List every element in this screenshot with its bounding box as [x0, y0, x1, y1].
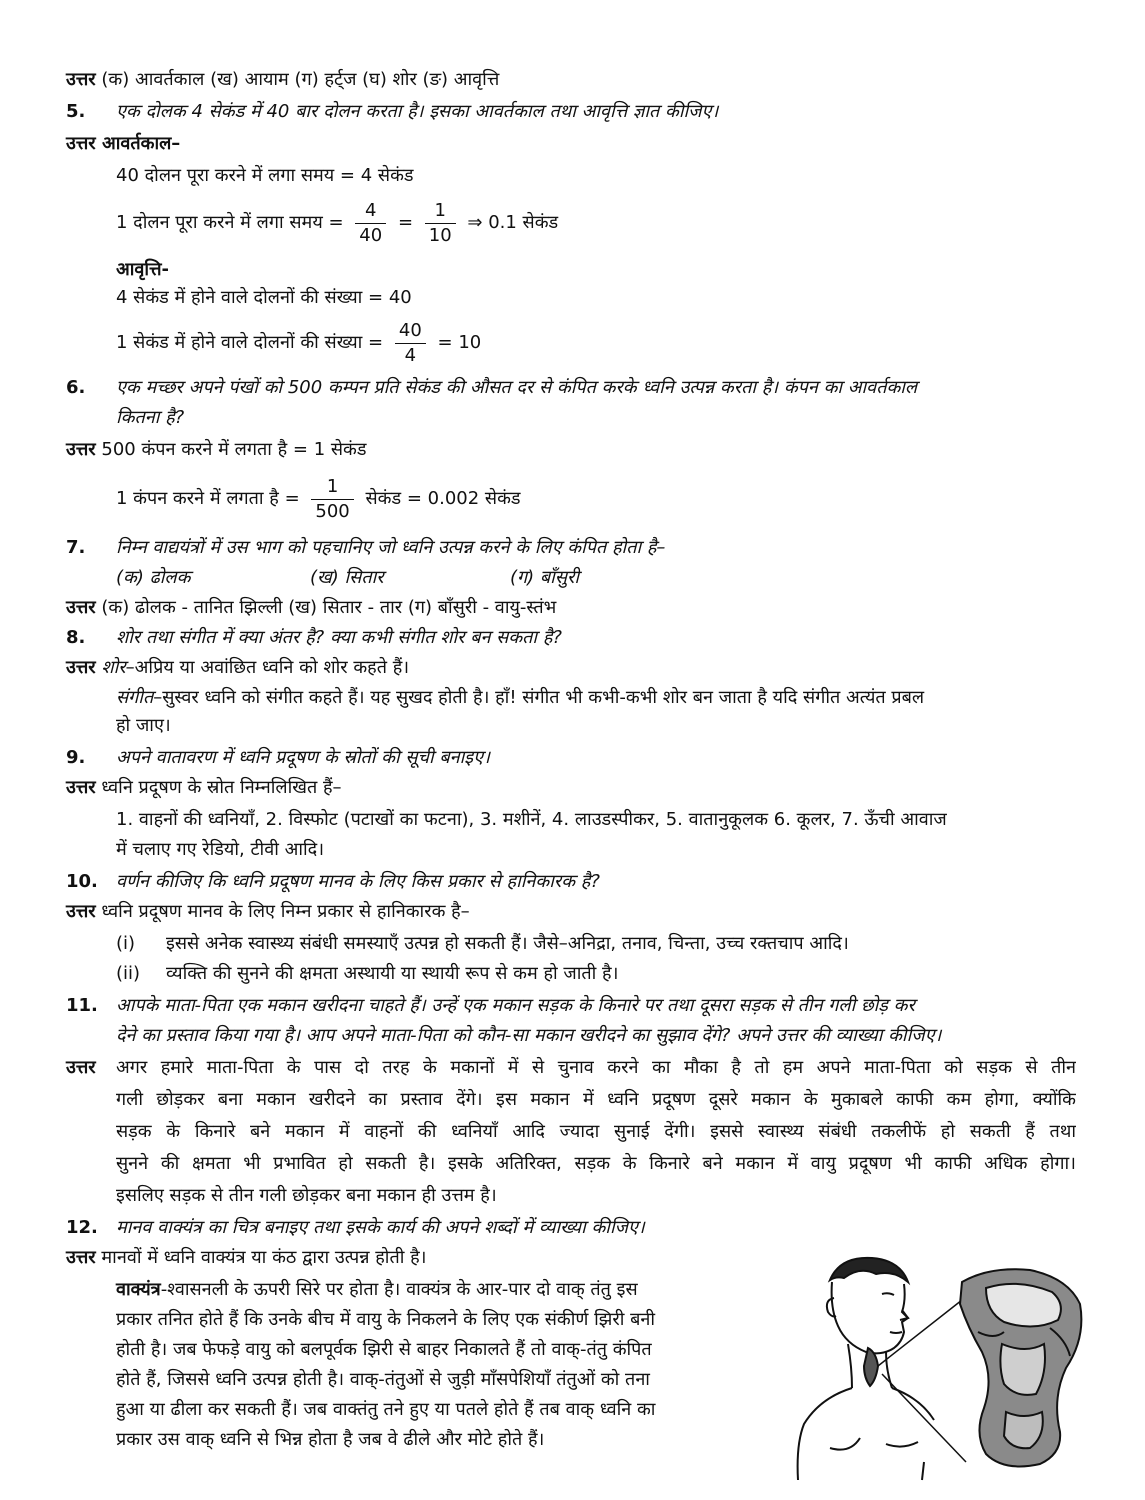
larynx-illustration: [790, 1248, 1090, 1484]
q5-frequency-heading: आवृत्ति-: [116, 259, 169, 280]
answer-label: उत्तर: [66, 1247, 96, 1268]
q5-fraction-1: [355, 199, 386, 248]
q12-a1: मानवों में ध्वनि वाक्यंत्र या कंठ द्वारा उत्पन्न होती है।: [101, 1247, 427, 1268]
pointer-line: [882, 1374, 966, 1462]
numerator: 40: [395, 319, 426, 344]
q9-answer-line1: [66, 774, 342, 802]
answer-label: उत्तर: [66, 901, 96, 922]
q8-music-def: –सुस्वर ध्वनि को संगीत कहते हैं। यह सुखद होती है। हाँ! संगीत भी कभी-कभी शोर बन जाता है यदि संगीत अत्यंत प्रबल: [153, 687, 925, 708]
q6-a2-pre: 1 कंपन करने में लगता है =: [116, 488, 300, 509]
intro-answer-text: (क) आवर्तकाल (ख) आयाम (ग) हर्ट्ज (घ) शोर (ङ) आवृत्ति: [101, 69, 500, 90]
q6-fraction: [311, 475, 353, 524]
q11-answer-line4: सुनने की क्षमता भी प्रभावित हो सकती है। इसके अतिरिक्त, सड़क के किनारे बने मकान में वायु प्रदूषण भी काफी अधिक होगा।: [116, 1153, 1076, 1174]
q12-b1: -श्वासनली के ऊपरी सिरे पर होता है। वाक्यंत्र के आर-पार दो वाक् तंतु इस: [160, 1279, 638, 1300]
q7-option-a: (क) ढोलक: [116, 567, 191, 588]
denominator: 500: [315, 500, 350, 522]
answer-label: उत्तर: [66, 657, 96, 678]
q8-question: शोर तथा संगीत में क्या अंतर है? क्या कभी संगीत शोर बन सकता है?: [116, 627, 562, 648]
q11-answer-line1: अगर हमारे माता-पिता के पास दो तरह के मकानों में से चुनाव करने का मौका है तो हम अपने माता-पिता को सड़क से तीन: [116, 1057, 1076, 1078]
q6-question-line2: कितना है?: [116, 407, 185, 428]
q12-body-line1: [116, 1276, 638, 1304]
q10-point-i: इससे अनेक स्वास्थ्य संबंधी समस्याएँ उत्पन्न हो सकती हैं। जैसे–अनिद्रा, तनाव, चिन्ता, उच्च रक्तचाप आदि।: [166, 933, 849, 954]
intro-answer-line: [66, 66, 499, 94]
q10-point-i-num: (i): [116, 933, 136, 954]
q5-line2: [116, 198, 558, 248]
answer-label: उत्तर: [66, 69, 96, 90]
q12-body-line5: हुआ या ढीला कर सकती हैं। जब वाक्तंतु तने हुए या पतले होते हैं तब वाक् ध्वनि का: [116, 1399, 656, 1420]
q11-answer-line2: गली छोड़कर बना मकान खरीदने का प्रस्ताव देंगे। इस मकान में ध्वनि प्रदूषण दूसरे मकान के मुकाबले काफी कम होगा, क्योंकि: [116, 1089, 1076, 1110]
q12-body-line2: प्रकार तनित होते हैं कि उनके बीच में वायु के निकलने के लिए एक संकीर्ण झिरी बनी: [116, 1309, 656, 1330]
q6-answer-line1: [66, 436, 367, 464]
q6-a1: 500 कंपन करने में लगता है = 1 सेकंड: [101, 439, 367, 460]
q5-line2-pre: 1 दोलन पूरा करने में लगा समय =: [116, 212, 344, 233]
q5-answer-heading: [66, 130, 180, 158]
answer-label: उत्तर: [66, 597, 96, 618]
q12-question: मानव वाक्यंत्र का चित्र बनाइए तथा इसके कार्य की अपने शब्दों में व्याख्या कीजिए।: [116, 1217, 645, 1238]
larynx-detail: [960, 1269, 1081, 1466]
answer-label: उत्तर: [66, 1057, 96, 1078]
q10-answer-line1: [66, 898, 470, 926]
q12-number: 12.: [66, 1217, 98, 1238]
q8-noise-def: –अप्रिय या अवांछित ध्वनि को शोर कहते हैं।: [125, 657, 410, 678]
numerator: 4: [355, 199, 386, 224]
q10-point-ii: व्यक्ति की सुनने की क्षमता अस्थायी या स्थायी रूप से कम हो जाती है।: [166, 963, 619, 984]
answer-label: उत्तर: [66, 777, 96, 798]
q9-answer-line3: में चलाए गए रेडियो, टीवी आदि।: [116, 839, 325, 860]
q9-question: अपने वातावरण में ध्वनि प्रदूषण के स्रोतों की सूची बनाइए।: [116, 747, 490, 768]
numerator: 1: [311, 475, 353, 500]
q5-line3: 4 सेकंड में होने वाले दोलनों की संख्या = 40: [116, 287, 412, 308]
q6-a2-post: सेकंड = 0.002 सेकंड: [365, 488, 521, 509]
q7-number: 7.: [66, 537, 86, 558]
answer-label: उत्तर: [66, 439, 96, 460]
q7-option-b: (ख) सितार: [310, 567, 384, 588]
q7-answer-text: (क) ढोलक - तानित झिल्ली (ख) सितार - तार (ग) बाँसुरी - वायु-स्तंभ: [101, 597, 557, 618]
q6-answer-line2: [116, 474, 521, 524]
q8-answer-line2: [116, 684, 924, 712]
q9-answer-line2: 1. वाहनों की ध्वनियाँ, 2. विस्फोट (पटाखों का फटना), 3. मशीनें, 4. लाउडस्पीकर, 5. वातानुकूलक 6. कूलर, 7. ऊँची आवाज: [116, 809, 947, 830]
q12-body-line4: होते हैं, जिससे ध्वनि उत्पन्न होती है। वाक्-तंतुओं से जुड़ी माँसपेशियाँ तंतुओं को तना: [116, 1369, 650, 1390]
q12-larynx-term: वाक्यंत्र: [116, 1279, 161, 1300]
q5-line2-post: ⇒ 0.1 सेकंड: [467, 212, 559, 233]
q7-option-c: (ग) बाँसुरी: [510, 567, 580, 588]
q11-question-line2: देने का प्रस्ताव किया गया है। आप अपने माता-पिता को कौन-सा मकान खरीदने का सुझाव देंगे? अपने उत्तर की व्याख्या कीजिए।: [116, 1025, 942, 1046]
q5-line4-post: = 10: [437, 332, 482, 353]
q10-a1: ध्वनि प्रदूषण मानव के लिए निम्न प्रकार से हानिकारक है–: [101, 901, 470, 922]
q5-fraction-3: [395, 319, 426, 368]
q5-number: 5.: [66, 101, 86, 122]
q5-fraction-2: [425, 199, 456, 248]
q5-question: एक दोलक 4 सेकंड में 40 बार दोलन करता है। इसका आवर्तकाल तथा आवृत्ति ज्ञात कीजिए।: [116, 101, 719, 122]
q11-answer-line5: इसलिए सड़क से तीन गली छोड़कर बना मकान ही उत्तम है।: [116, 1185, 497, 1206]
q12-body-line3: होती है। जब फेफड़े वायु को बलपूर्वक झिरी से बाहर निकालते हैं तो वाक्-तंतु कंपित: [116, 1339, 652, 1360]
q7-answer: [66, 594, 556, 622]
answer-label: उत्तर: [66, 133, 96, 154]
q6-number: 6.: [66, 377, 86, 398]
q8-answer-line3: हो जाए।: [116, 715, 171, 736]
q5-line4-pre: 1 सेकंड में होने वाले दोलनों की संख्या =: [116, 332, 384, 353]
q12-body-line6: प्रकार उस वाक् ध्वनि से भिन्न होता है जब वे ढीले और मोटे होते हैं।: [116, 1429, 545, 1450]
numerator: 1: [425, 199, 456, 224]
q5-head-period: आवर्तकाल–: [101, 133, 181, 154]
q9-a1: ध्वनि प्रदूषण के स्रोत निम्नलिखित हैं–: [101, 777, 342, 798]
q7-question: निम्न वाद्ययंत्रों में उस भाग को पहचानिए जो ध्वनि उत्पन्न करने के लिए कंपित होता है–: [116, 537, 666, 558]
denominator: 4: [404, 344, 417, 366]
q12-answer-line1: [66, 1244, 426, 1272]
q6-question-line1: एक मच्छर अपने पंखों को 500 कम्पन प्रति सेकंड की औसत दर से कंपित करके ध्वनि उत्पन्न करता है। कंपन का आवर्तकाल: [116, 377, 918, 398]
q9-number: 9.: [66, 747, 86, 768]
q10-number: 10.: [66, 871, 98, 892]
q5-line4: [116, 318, 481, 368]
q10-point-ii-num: (ii): [116, 963, 141, 984]
q8-music-term: संगीत: [116, 687, 154, 708]
denominator: 10: [428, 224, 452, 246]
q10-question: वर्णन कीजिए कि ध्वनि प्रदूषण मानव के लिए किस प्रकार से हानिकारक है?: [116, 871, 600, 892]
q11-answer-line3: सड़क के किनारे बने मकान में वाहनों की ध्वनियाँ आदि ज्यादा सुनाई देंगी। इससे स्वास्थ्य संबंधी तकलीफें हो सकती हैं तथा: [116, 1121, 1076, 1142]
denominator: 40: [359, 224, 383, 246]
q8-answer-line1: [66, 654, 409, 682]
q11-question-line1: आपके माता-पिता एक मकान खरीदना चाहते हैं। उन्हें एक मकान सड़क के किनारे पर तथा दूसरा सड़क से तीन गली छोड़ कर: [116, 995, 915, 1016]
q5-line1: 40 दोलन पूरा करने में लगा समय = 4 सेकंड: [116, 165, 414, 186]
q8-noise-term: शोर: [101, 657, 126, 678]
equals-sign: =: [397, 212, 414, 233]
human-figure: [798, 1258, 934, 1480]
q8-number: 8.: [66, 627, 86, 648]
q11-number: 11.: [66, 995, 98, 1016]
